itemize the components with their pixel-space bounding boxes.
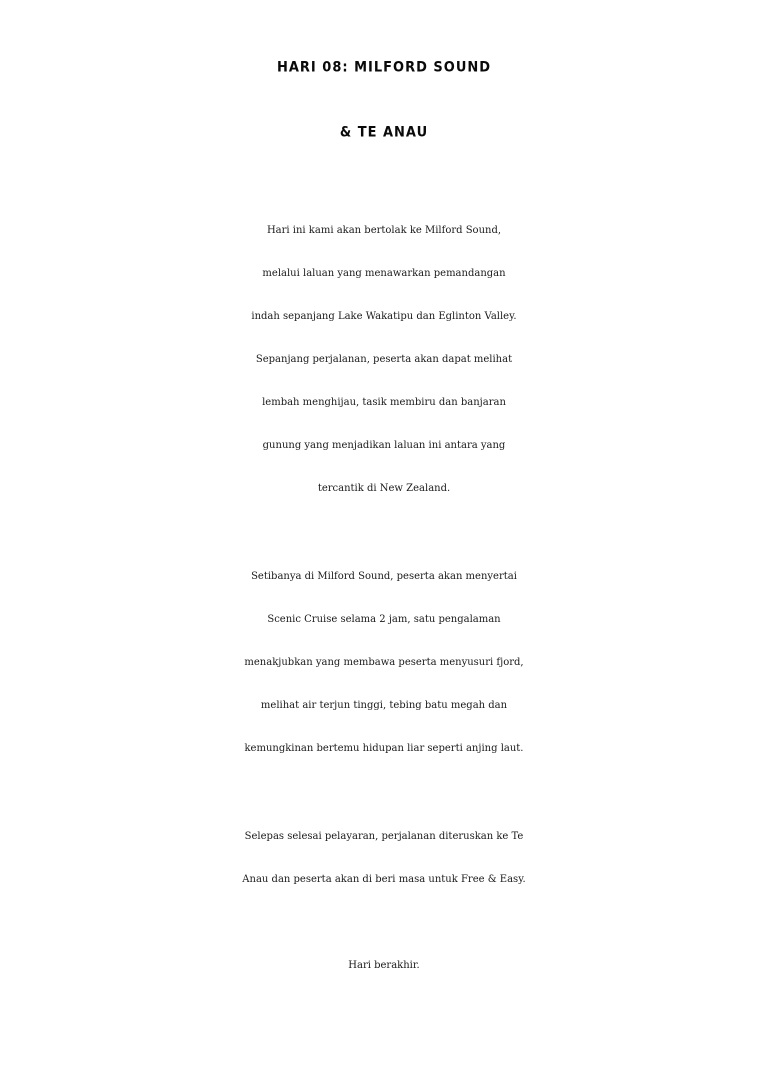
intro-paragraph — [0, 209, 768, 510]
paragraph-line: Hari berakhir. — [348, 960, 420, 971]
paragraph-line: melalui laluan yang menawarkan pemandangan — [262, 268, 506, 279]
paragraph-line: Scenic Cruise selama 2 jam, satu pengalaman — [267, 614, 501, 625]
paragraph-line: Hari ini kami akan bertolak ke Milford Sound, — [266, 225, 502, 236]
paragraph-line: lembah menghijau, tasik membiru dan banjaran — [262, 397, 506, 408]
paragraph-line: Anau dan peserta akan di beri masa untuk Free & Easy. — [242, 874, 526, 885]
paragraph-line: gunung yang menjadikan laluan ini antara yang — [262, 440, 506, 451]
day-title-line-2: & TE ANAU — [339, 124, 429, 141]
paragraph-line: melihat air terjun tinggi, tebing batu megah dan — [260, 700, 508, 711]
paragraph-line: Sepanjang perjalanan, peserta akan dapat melihat — [255, 354, 513, 365]
paragraph-line: tercantik di New Zealand. — [317, 483, 451, 494]
paragraph-line: Selepas selesai pelayaran, perjalanan diteruskan ke Te — [244, 831, 524, 842]
closing-paragraph — [0, 944, 768, 987]
day-title-line-1: HARI 08: MILFORD SOUND — [276, 59, 492, 76]
paragraph-line: Setibanya di Milford Sound, peserta akan menyertai — [251, 571, 517, 582]
te-anau-paragraph — [0, 815, 768, 901]
paragraph-line: indah sepanjang Lake Wakatipu dan Eglinton Valley. — [251, 311, 517, 322]
paragraph-line: menakjubkan yang membawa peserta menyusuri fjord, — [244, 657, 524, 668]
paragraph-line: kemungkinan bertemu hidupan liar seperti anjing laut. — [244, 743, 524, 754]
cruise-paragraph — [0, 555, 768, 770]
